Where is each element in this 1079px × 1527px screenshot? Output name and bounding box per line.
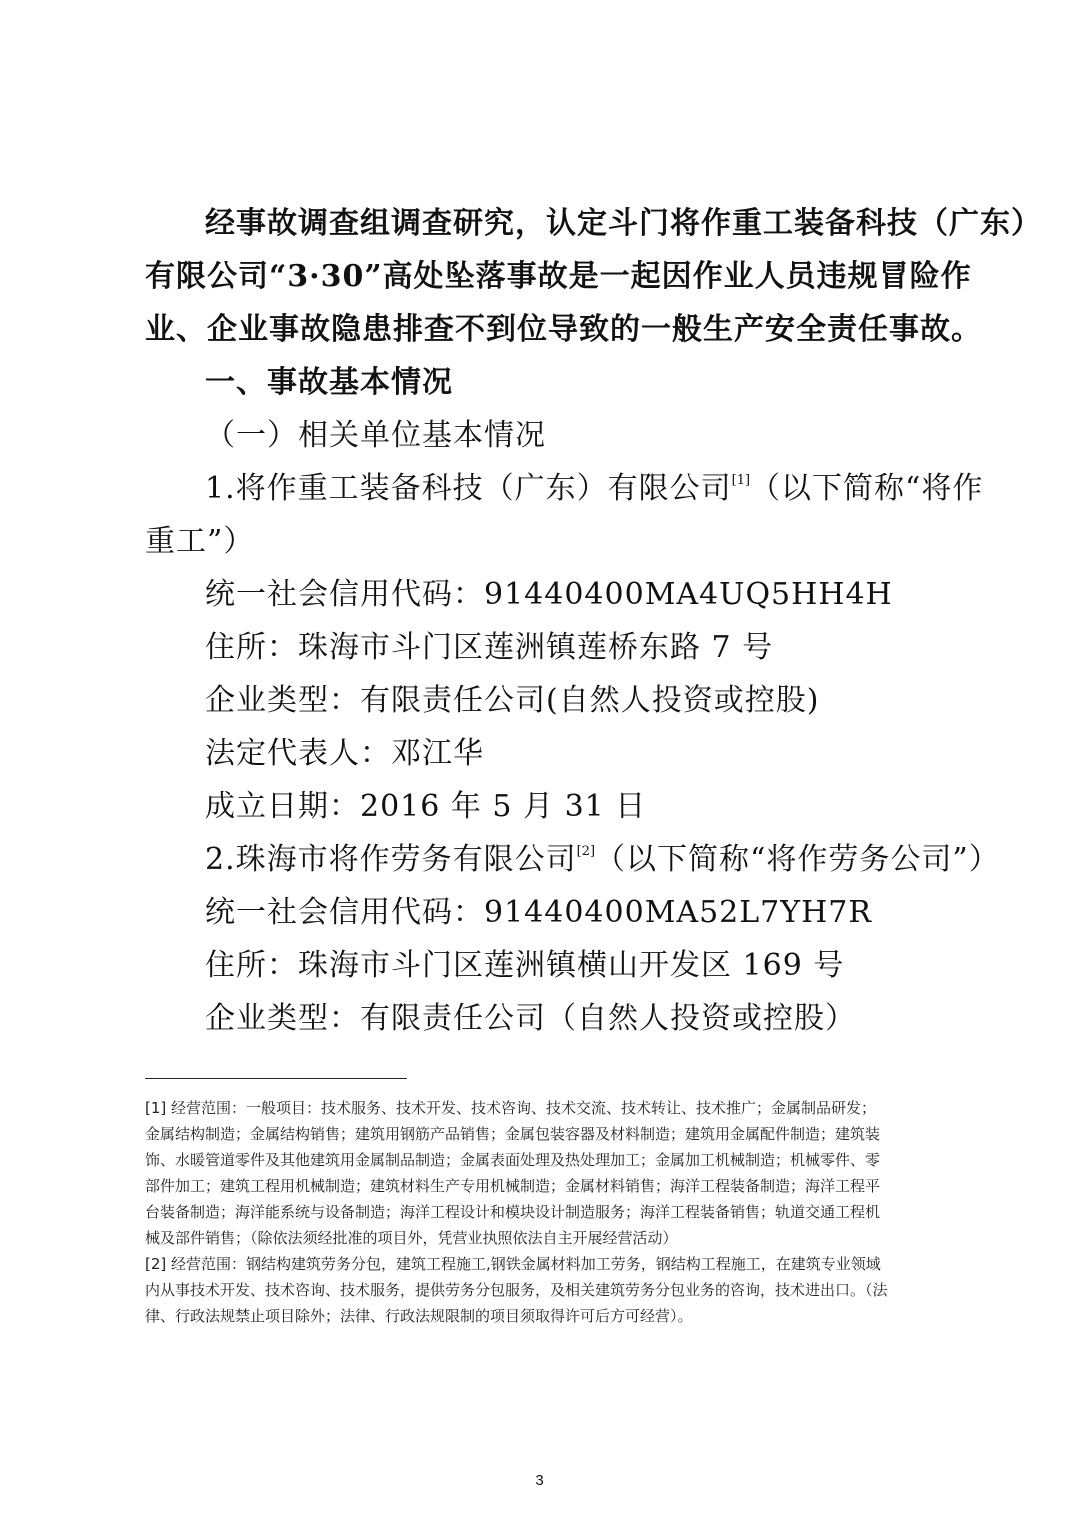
- footnote-line: 金属结构制造；金属结构销售；建筑用钢筋产品销售；金属包装容器及材料制造；建筑用金属配件制造；建筑装: [145, 1125, 881, 1143]
- footnote-divider: [145, 1078, 407, 1079]
- company1-title-line-2: 重工”）: [145, 524, 255, 559]
- footnote-line: 内从事技术开发、技术咨询、技术服务，提供劳务分包服务，及相关建筑劳务分包业务的咨询，技术进出口。（法: [145, 1281, 888, 1299]
- company1-title-abbr: （以下简称“将作: [750, 471, 984, 506]
- footnote-line: [2] 经营范围：钢结构建筑劳务分包，建筑工程施工,钢铁金属材料加工劳务，钢结构工程施工，在建筑专业领域: [145, 1255, 881, 1273]
- footnote-line: 部件加工；建筑工程用机械制造；建筑材料生产专用机械制造；金属材料销售；海洋工程装备制造；海洋工程平: [145, 1177, 881, 1195]
- footnote-ref-2[interactable]: [2]: [576, 844, 596, 859]
- footnote-line: 饰、水暖管道零件及其他建筑用金属制品制造；金属表面处理及热处理加工；金属加工机械制造；机械零件、零: [145, 1151, 881, 1169]
- company2-title-abbr: （以下简称“将作劳务公司”）: [595, 842, 1000, 877]
- footnote-line: [1] 经营范围：一般项目：技术服务、技术开发、技术咨询、技术交流、技术转让、技术推广；金属制品研发；: [145, 1099, 877, 1117]
- footnote-line: 律、行政法规禁止项目除外；法律、行政法规限制的项目须取得许可后方可经营）。: [145, 1307, 693, 1325]
- company1-type: 企业类型：有限责任公司(自然人投资或控股): [205, 683, 820, 718]
- company1-title-text: 1.将作重工装备科技（广东）有限公司: [205, 471, 732, 506]
- company1-title-line-1: [205, 463, 983, 515]
- company2-credit-code: 统一社会信用代码：91440400MA52L7YH7R: [205, 895, 872, 930]
- footnote-line: 械及部件销售；（除依法须经批准的项目外，凭营业执照依法自主开展经营活动）: [145, 1229, 678, 1247]
- company2-title: [205, 834, 1000, 886]
- subsection-heading: （一）相关单位基本情况: [205, 418, 546, 453]
- company1-address: 住所：珠海市斗门区莲洲镇莲桥东路 7 号: [205, 630, 774, 665]
- company2-type: 企业类型：有限责任公司（自然人投资或控股）: [205, 1001, 856, 1036]
- section-heading: 一、事故基本情况: [205, 365, 453, 400]
- footnote-line: 台装备制造；海洋能系统与设备制造；海洋工程设计和模块设计制造服务；海洋工程装备销售；轨道交通工程机: [145, 1203, 881, 1221]
- intro-line-3: 业、企业事故隐患排查不到位导致的一般生产安全责任事故。: [145, 312, 982, 347]
- company1-legal-rep: 法定代表人：邓江华: [205, 736, 484, 771]
- page-number: 3: [535, 1472, 544, 1489]
- company2-title-text: 2.珠海市将作劳务有限公司: [205, 842, 577, 877]
- intro-line-1: 经事故调查组调查研究，认定斗门将作重工装备科技（广东）: [205, 206, 1042, 241]
- intro-line-2: 有限公司“3·30”高处坠落事故是一起因作业人员违规冒险作: [145, 259, 972, 294]
- company2-address: 住所：珠海市斗门区莲洲镇横山开发区 169 号: [205, 948, 845, 983]
- footnote-ref-1[interactable]: [1]: [731, 473, 751, 488]
- company1-founded: 成立日期：2016 年 5 月 31 日: [205, 789, 647, 824]
- company1-credit-code: 统一社会信用代码：91440400MA4UQ5HH4H: [205, 577, 893, 612]
